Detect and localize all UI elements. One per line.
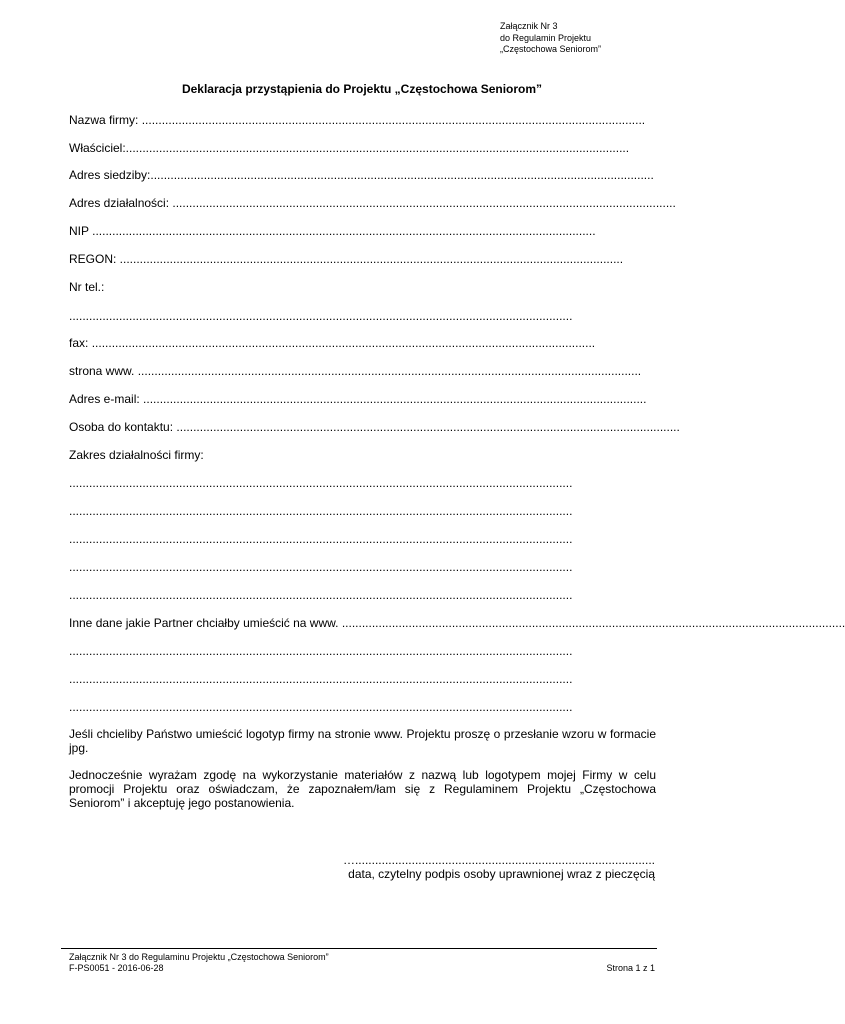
field-label: Osoba do kontaktu:	[69, 420, 177, 434]
field-fax[interactable]	[69, 336, 655, 350]
dotted-line: .......................................................................................................................................................	[91, 336, 596, 350]
page-number: Strona 1 z 1	[606, 963, 655, 973]
annex-line: „Częstochowa Seniorom”	[500, 44, 602, 54]
field-scope-line[interactable]	[69, 588, 655, 602]
annex-line: do Regulamin Projektu	[500, 32, 592, 43]
dotted-line: .......................................................................................................................................................	[69, 476, 573, 490]
consent-paragraph: Jednocześnie wyrażam zgodę na wykorzystanie materiałów z nazwą lub logotypem mojej Firmy w celu promocji Projektu oraz oświadczam, że zapoznałem/łam się z Regulaminem Projektu „Częstochowa Seniorom” i akceptuję jego postanowienia.	[69, 768, 656, 810]
dotted-line: .......................................................................................................................................................	[69, 672, 573, 686]
dotted-line: .......................................................................................................................................................	[69, 309, 573, 323]
field-label: fax:	[69, 336, 92, 350]
field-label: NIP	[69, 224, 93, 238]
field-regon[interactable]	[69, 252, 655, 266]
signature-caption: data, czytelny podpis osoby uprawnionej wraz z pieczęcią	[348, 867, 655, 881]
dotted-line: .......................................................................................................................................................	[69, 588, 573, 602]
field-scope-line[interactable]	[69, 504, 655, 518]
dotted-line: .......................................................................................................................................................	[92, 224, 596, 238]
field-company-name[interactable]	[69, 113, 655, 127]
field-other-data[interactable]	[69, 616, 845, 630]
field-phone[interactable]	[69, 309, 617, 323]
dotted-line: .......................................................................................................................................................	[172, 196, 676, 210]
field-label: Właściciel:	[69, 141, 126, 155]
field-other-data-line[interactable]	[69, 644, 655, 658]
dotted-line: .......................................................................................................................................................	[150, 168, 654, 182]
dotted-line: .......................................................................................................................................................	[119, 252, 624, 266]
dotted-line: .......................................................................................................................................................	[176, 420, 680, 434]
field-owner[interactable]	[69, 141, 655, 155]
field-business-address[interactable]	[69, 196, 676, 210]
footer-info	[69, 952, 329, 974]
field-phone-label: Nr tel.:	[69, 280, 105, 294]
signature-line[interactable]: …..........................................................................................	[342, 853, 655, 867]
dotted-line: .......................................................................................................................................................	[341, 616, 845, 630]
field-contact-person[interactable]	[69, 420, 680, 434]
annex-line: Załącznik Nr 3	[500, 21, 558, 31]
dotted-line: .......................................................................................................................................................	[141, 113, 646, 127]
field-label: REGON:	[69, 252, 120, 266]
document-title: Deklaracja przystąpienia do Projektu „Częstochowa Seniorom”	[181, 82, 543, 96]
field-label: Adres działalności:	[69, 196, 173, 210]
field-email[interactable]	[69, 392, 655, 406]
dotted-line: .......................................................................................................................................................	[69, 532, 573, 546]
field-scope-line[interactable]	[69, 532, 655, 546]
field-label: Inne dane jakie Partner chciałby umieścić na www.	[69, 616, 342, 630]
footer-annex-ref: Załącznik Nr 3 do Regulaminu Projektu „Częstochowa Seniorom”	[69, 952, 329, 962]
dotted-line: .......................................................................................................................................................	[125, 141, 630, 155]
field-label: Adres e-mail:	[69, 392, 144, 406]
field-label: Adres siedziby:	[69, 168, 151, 182]
dotted-line: .......................................................................................................................................................	[69, 700, 573, 714]
field-scope-line[interactable]	[69, 476, 655, 490]
dotted-line: .......................................................................................................................................................	[69, 560, 573, 574]
logo-request-paragraph: Jeśli chcieliby Państwo umieścić logotyp firmy na stronie www. Projektu proszę o przesłanie wzoru w formacie jpg.	[69, 727, 656, 755]
field-other-data-line[interactable]	[69, 672, 655, 686]
dotted-line: .......................................................................................................................................................	[69, 644, 573, 658]
field-registered-address[interactable]	[69, 168, 655, 182]
field-other-data-line[interactable]	[69, 700, 655, 714]
annex-header	[500, 21, 601, 56]
field-website[interactable]	[69, 364, 655, 378]
field-nip[interactable]	[69, 224, 655, 238]
dotted-line: .......................................................................................................................................................	[69, 504, 573, 518]
field-scope-label: Zakres działalności firmy:	[69, 448, 204, 462]
dotted-line: .......................................................................................................................................................	[143, 392, 647, 406]
dotted-line: .......................................................................................................................................................	[137, 364, 642, 378]
footer-divider	[61, 948, 657, 949]
field-label: Nazwa firmy:	[69, 113, 142, 127]
field-scope-line[interactable]	[69, 560, 655, 574]
field-label: strona www.	[69, 364, 138, 378]
footer-form-code: F-PS0051 - 2016-06-28	[69, 963, 164, 973]
